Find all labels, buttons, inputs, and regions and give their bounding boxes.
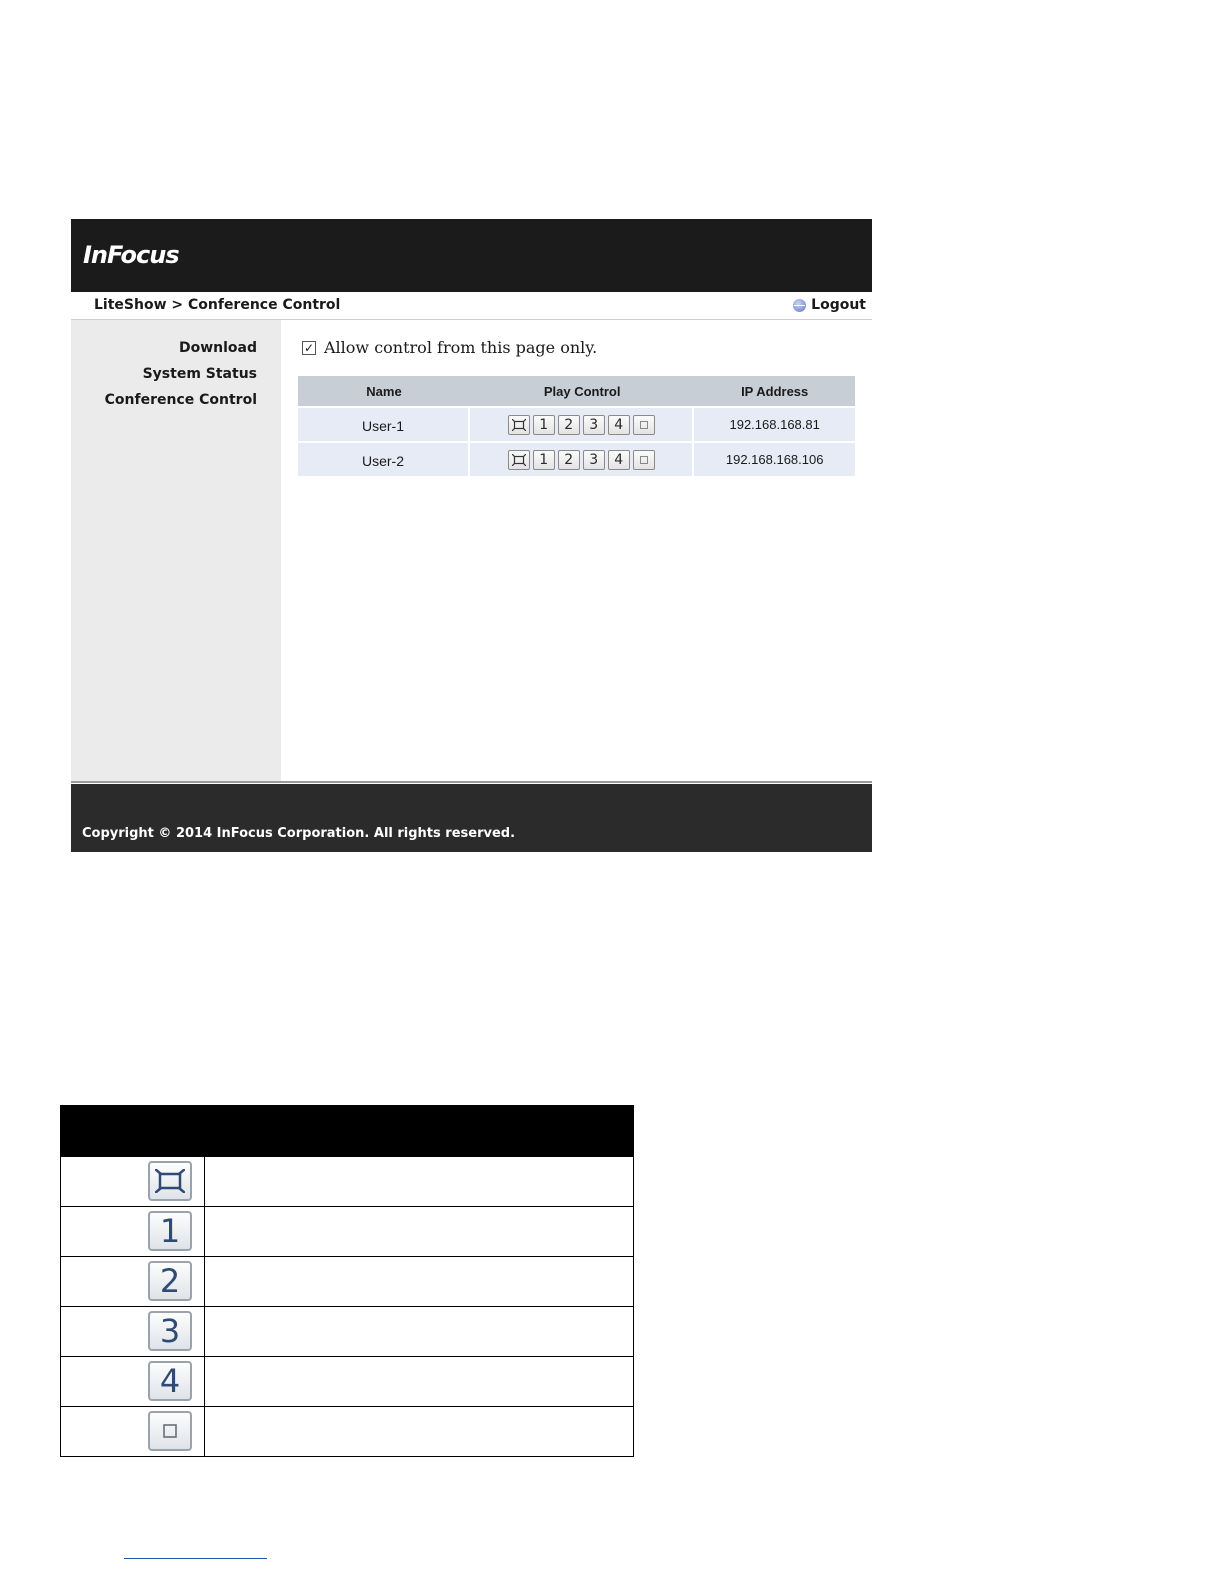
allow-control-row bbox=[302, 338, 597, 357]
stop-icon bbox=[639, 420, 649, 430]
table-row bbox=[61, 1407, 634, 1457]
fullscreen-button[interactable] bbox=[508, 415, 530, 435]
table-row bbox=[61, 1307, 634, 1357]
breadcrumb-bar bbox=[71, 292, 872, 320]
allow-control-checkbox[interactable]: ✓ bbox=[303, 340, 315, 355]
ip-address-cell: 192.168.168.106 bbox=[694, 443, 855, 478]
split-3-button[interactable]: 3 bbox=[583, 415, 605, 435]
logout-button[interactable] bbox=[793, 297, 866, 313]
user-name-cell: User-1 bbox=[298, 408, 470, 443]
play-control-cell bbox=[470, 443, 694, 478]
table-row bbox=[61, 1257, 634, 1307]
column-header-ip-address: IP Address bbox=[694, 376, 855, 408]
ip-address-cell: 192.168.168.81 bbox=[694, 408, 855, 443]
split-3-button[interactable]: 3 bbox=[583, 450, 605, 470]
stop-button[interactable] bbox=[633, 415, 655, 435]
sidebar-item-download[interactable]: Download bbox=[178, 340, 257, 356]
table-row bbox=[61, 1207, 634, 1257]
stop-button[interactable] bbox=[633, 450, 655, 470]
table-row bbox=[61, 1157, 634, 1207]
split-2-button[interactable]: 2 bbox=[558, 415, 580, 435]
column-header-play-control: Play Control bbox=[470, 376, 694, 408]
split-4-button[interactable]: 4 bbox=[608, 450, 630, 470]
conference-table bbox=[298, 376, 855, 478]
footer-divider bbox=[71, 781, 872, 783]
footnote-separator bbox=[124, 1558, 267, 1559]
fullscreen-icon bbox=[148, 1161, 192, 1201]
sidebar-item-system-status[interactable]: System Status bbox=[142, 366, 257, 382]
user-name-cell: User-2 bbox=[298, 443, 470, 478]
table-row bbox=[298, 443, 855, 478]
conference-control-screenshot bbox=[71, 219, 872, 852]
column-header-name: Name bbox=[298, 376, 470, 408]
breadcrumb: LiteShow > Conference Control bbox=[94, 297, 341, 313]
main-content bbox=[281, 320, 872, 781]
sidebar bbox=[71, 320, 281, 781]
allow-control-label: Allow control from this page only. bbox=[324, 338, 598, 357]
sidebar-item-conference-control[interactable]: Conference Control bbox=[104, 392, 257, 408]
footer bbox=[71, 784, 872, 852]
fullscreen-button[interactable] bbox=[508, 450, 530, 470]
split-1-button[interactable]: 1 bbox=[533, 450, 555, 470]
number-4-icon: 4 bbox=[148, 1361, 192, 1401]
table-row bbox=[61, 1357, 634, 1407]
split-2-button[interactable]: 2 bbox=[558, 450, 580, 470]
fullscreen-icon bbox=[512, 419, 526, 431]
legend-header-row bbox=[61, 1106, 634, 1157]
number-2-icon: 2 bbox=[148, 1261, 192, 1301]
table-row bbox=[298, 408, 855, 443]
logout-icon bbox=[793, 299, 806, 312]
play-control-legend-table bbox=[60, 1105, 634, 1457]
number-3-icon: 3 bbox=[148, 1311, 192, 1351]
copyright-text: Copyright © 2014 InFocus Corporation. All rights reserved. bbox=[82, 826, 516, 841]
split-4-button[interactable]: 4 bbox=[608, 415, 630, 435]
logout-label: Logout bbox=[811, 297, 866, 313]
fullscreen-icon bbox=[512, 454, 526, 466]
top-header bbox=[71, 219, 872, 292]
split-1-button[interactable]: 1 bbox=[533, 415, 555, 435]
stop-icon bbox=[639, 455, 649, 465]
number-1-icon: 1 bbox=[148, 1211, 192, 1251]
infocus-logo: InFocus bbox=[83, 241, 179, 269]
stop-icon bbox=[148, 1411, 192, 1451]
play-control-cell bbox=[470, 408, 694, 443]
